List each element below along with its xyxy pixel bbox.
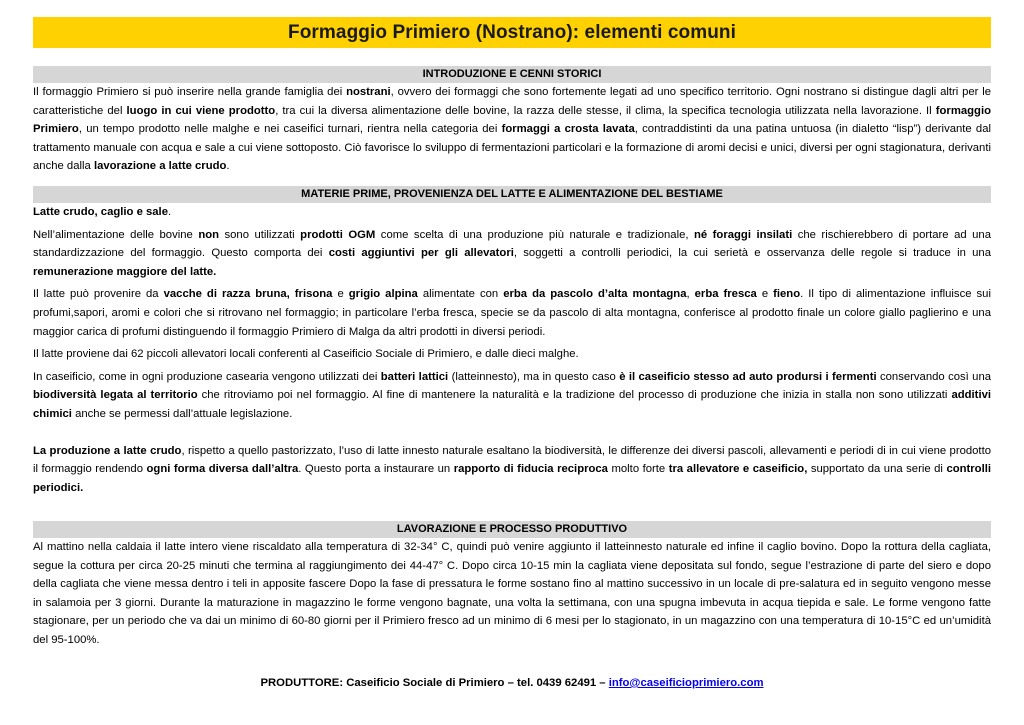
text-run: alimentate con xyxy=(417,288,504,301)
section-heading: MATERIE PRIME, PROVENIENZA DEL LATTE E ALIMENTAZIONE DEL BESTIAME xyxy=(33,186,991,203)
bold-text: remunerazione maggiore del latte. xyxy=(33,265,217,278)
text-run: Il formaggio Primiero si può inserire nella grande famiglia dei xyxy=(33,86,347,98)
section-materie-prime xyxy=(33,186,991,497)
paragraph xyxy=(33,442,991,498)
title-bar xyxy=(33,17,991,48)
text-run: , contraddistinti da una patina untuosa (in dialetto “lisp”) derivante dal trattamento manuale con acqua e sale a cui viene sottoposto. Ciò favorisce lo sviluppo di fermentazioni particolari e la formazione di aromi decisi e unici, diversi per ogni stagionatura, derivanti anche dalla xyxy=(33,123,991,173)
paragraph xyxy=(33,285,991,341)
bold-text: erba fresca xyxy=(694,288,757,301)
bold-text: controlli periodici. xyxy=(33,463,991,494)
bold-text: rapporto di fiducia reciproca xyxy=(453,463,608,476)
paragraph xyxy=(33,345,991,364)
text-run: che rischierebbero di portare ad una standardizzazione del formaggio. Questo comporta dei xyxy=(33,228,991,260)
bold-text: ogni forma diversa dall’altra xyxy=(146,463,299,476)
text-run: , xyxy=(686,288,695,301)
text-run: e xyxy=(756,288,774,301)
bold-text: batteri lattici xyxy=(380,370,449,383)
section-heading: INTRODUZIONE E CENNI STORICI xyxy=(33,66,991,83)
text-run: Nell’alimentazione delle bovine xyxy=(33,228,199,241)
bold-text: luogo in cui viene prodotto xyxy=(126,104,276,117)
bold-text: biodiversità legata al territorio xyxy=(33,389,198,402)
bold-text: né foraggi insilati xyxy=(694,228,793,241)
email-link[interactable]: info@caseificioprimiero.com xyxy=(608,677,764,689)
text-run: , soggetti a controlli periodici, la cui serietà e osservanza delle regole si traduce in una xyxy=(513,247,991,260)
section-lavorazione xyxy=(33,521,991,650)
text-run: , rispetto a quello pastorizzato, l’uso di latte innesto naturale esaltano la biodiversità, le differenze dei diversi pascoli, allevamenti e periodi di in cui viene prodotto il formaggio rendendo xyxy=(33,444,991,476)
page-title: Formaggio Primiero (Nostrano): elementi comuni xyxy=(288,21,736,43)
text-run: . Questo porta a instaurare un xyxy=(298,463,454,476)
bold-text: fieno xyxy=(773,288,801,301)
text-run: molto forte xyxy=(607,463,669,476)
bold-text: nostrani xyxy=(346,86,391,98)
bold-text: costi aggiuntivi per gli allevatori xyxy=(328,247,514,260)
text-run: Al mattino nella caldaia il latte intero viene riscaldato alla temperatura di 32-34° C, quindi può venire aggiunto il latteinnesto naturale ed infine il caglio bovino. Dopo la rottura della cagliata, segue la cottura per circa 20-25 minuti che termina al raggiungimento dei 44-47° C. Dopo circa 10-15 min la cagliata viene depositata sul fondo, segue l’estrazione di parte del siero e dopo della cagliata che viene messa dentro i teli in apposite fascere Dopo la fase di pressatura le forme sostano fino al mattino successivo in un locale di pre-salatura ed in seguito vengono messe in salamoia per 3 giorni. Durante la maturazione in magazzino le forme vengono bagnate, una volta la settimana, con una spugna imbevuta in acqua tiepida e sale. Le forme vengono fatte stagionare, per un periodo che va dai un minimo di 60-80 giorni per il Primiero fresco ad un minimo di 6 mesi per lo stagionato, in un magazzino con una temperatura di 10-15°C ed un’umidità del 95-100%. xyxy=(33,541,991,646)
producer-label: PRODUTTORE: Caseificio Sociale di Primiero – tel. 0439 62491 – xyxy=(260,677,609,689)
text-run: come scelta di una produzione più naturale e tradizionale, xyxy=(375,228,694,241)
text-run: . xyxy=(167,206,172,218)
section-heading: LAVORAZIONE E PROCESSO PRODUTTIVO xyxy=(33,521,991,538)
bold-text: non xyxy=(198,228,220,241)
bold-text: lavorazione a latte crudo xyxy=(93,160,227,173)
text-run: , ovvero dei formaggi che sono fortemente legati ad uno specifico territorio. Ogni nostrano si distingue dagli altri per le caratteristiche del xyxy=(33,86,992,117)
text-run: anche se permessi dall’attuale legislazione. xyxy=(71,407,293,420)
text-run: (latteinnesto), ma in questo caso xyxy=(448,370,620,383)
bold-text: è il caseificio stesso ad auto prodursi i fermenti xyxy=(619,370,877,383)
text-run: supportato da una serie di xyxy=(807,463,947,476)
bold-text: prodotti OGM xyxy=(300,228,376,241)
paragraph xyxy=(33,83,991,176)
bold-text: formaggi a crosta lavata xyxy=(501,123,635,136)
section-intro xyxy=(33,66,991,176)
text-run: . xyxy=(226,160,230,173)
bold-text: La produzione a latte crudo xyxy=(33,444,182,457)
text-run: , un tempo prodotto nelle malghe e nei caseifici turnari, rientra nella categoria dei xyxy=(78,123,502,136)
text-run: . Il tipo di alimentazione influisce sui profumi,sapori, aromi e colori che si ritrovano nel formaggio; in particolare l’erba fresca, specie se da pascolo di alta montagna, conferisce al prodotto finale un colore giallo paglierino e una maggior carica di profumi distinguendo il formaggio Primiero di Malga da altri prodotti in diversi periodi. xyxy=(33,288,991,338)
paragraph xyxy=(33,368,991,424)
text-run: sono utilizzati xyxy=(219,228,301,241)
bold-text: erba da pascolo d’alta montagna xyxy=(503,288,687,301)
text-run: In caseificio, come in ogni produzione casearia vengono utilizzati dei xyxy=(33,370,381,383)
bold-text: Latte crudo, caglio e sale xyxy=(33,206,168,218)
bold-text: vacche di razza bruna, frisona xyxy=(163,288,333,301)
text-run: Il latte proviene dai 62 piccoli allevatori locali conferenti al Caseificio Sociale di Primiero, e dalle dieci malghe. xyxy=(33,348,579,361)
text-run: , tra cui la diversa alimentazione delle bovine, la razza delle stesse, il clima, la specifica tecnologia utilizzata nella lavorazione. Il xyxy=(275,104,936,117)
paragraph xyxy=(33,226,991,282)
bold-text: tra allevatore e caseificio, xyxy=(668,463,808,476)
text-run: che ritroviamo poi nel formaggio. Al fine di mantenere la naturalità e la tradizione del processo di produzione che inizia in stalla non sono utilizzati xyxy=(197,389,952,402)
text-run: conservando così una xyxy=(876,370,992,383)
text-run: Il latte può provenire da xyxy=(33,288,164,301)
text-run: e xyxy=(332,288,349,301)
bold-text: formaggio Primiero xyxy=(33,104,991,136)
bold-text: grigio alpina xyxy=(348,288,418,301)
producer-footer xyxy=(0,677,1024,689)
bold-text: additivi chimici xyxy=(33,389,991,420)
paragraph xyxy=(33,203,991,222)
paragraph xyxy=(33,538,991,650)
